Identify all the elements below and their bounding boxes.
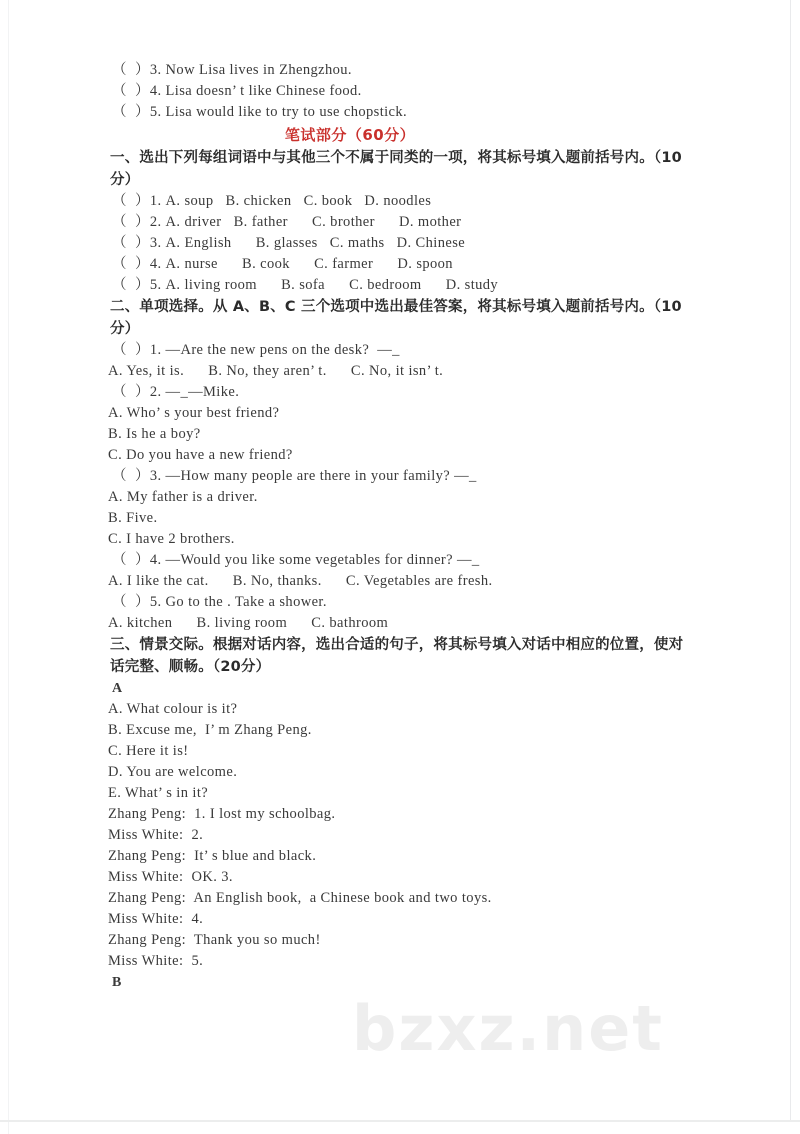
dialogue-line: Miss White: 5.	[108, 953, 204, 969]
group-b-label: B	[112, 975, 122, 990]
dialogue-line: Zhang Peng: 1. I lost my schoolbag.	[108, 806, 336, 822]
dialogue-line: Miss White: OK. 3.	[108, 869, 233, 885]
option-line: A. Yes, it is. B. No, they aren’ t. C. No, it isn’ t.	[108, 363, 444, 379]
section-two-heading: 二、单项选择。从 A、B、C 三个选项中选出最佳答案，将其标号填入题前括号内。（10分）	[110, 299, 682, 337]
section-three-choices	[0, 699, 800, 804]
section-one-heading: 一、选出下列每组词语中与其他三个不属于同类的一项，将其标号填入题前括号内。（10分）	[110, 150, 682, 188]
choice-line: C. Here it is!	[108, 743, 189, 759]
question-item: （ ）2. A. driver B. father C. brother D. mother	[112, 214, 462, 230]
choice-line: D. You are welcome.	[108, 764, 238, 780]
question-stem: （ ）5. Go to the . Take a shower.	[112, 594, 327, 610]
watermark: bzxz.net	[352, 992, 664, 1065]
option-line: C. I have 2 brothers.	[108, 531, 235, 547]
question-item: （ ）5. A. living room B. sofa C. bedroom D. study	[112, 277, 499, 293]
written-part-banner: 笔试部分（60分）	[284, 126, 416, 144]
section-one-items	[0, 191, 800, 296]
section-three-dialogue	[0, 804, 800, 972]
group-a-label: A	[112, 681, 123, 696]
option-line: C. Do you have a new friend?	[108, 447, 293, 463]
dialogue-line: Zhang Peng: Thank you so much!	[108, 932, 321, 948]
question-item: （ ）3. A. English B. glasses C. maths D. Chinese	[112, 235, 466, 251]
option-line: A. Who’ s your best friend?	[108, 405, 280, 421]
option-line: A. I like the cat. B. No, thanks. C. Vegetables are fresh.	[108, 573, 493, 589]
question-item: （ ）4. A. nurse B. cook C. farmer D. spoon	[112, 256, 453, 272]
dialogue-line: Zhang Peng: It’ s blue and black.	[108, 848, 317, 864]
question-stem: （ ）1. —Are the new pens on the desk? —_	[112, 342, 400, 358]
listening-item: （ ）4. Lisa doesn’ t like Chinese food.	[112, 83, 362, 99]
choice-line: E. What’ s in it?	[108, 785, 209, 801]
section-two-lines	[0, 340, 800, 634]
dialogue-line: Miss White: 2.	[108, 827, 204, 843]
option-line: A. My father is a driver.	[108, 489, 258, 505]
listening-item: （ ）5. Lisa would like to try to use chopstick.	[112, 104, 408, 120]
question-item: （ ）1. A. soup B. chicken C. book D. noodles	[112, 193, 432, 209]
listening-tail-block	[0, 60, 800, 123]
section-three-heading: 三、情景交际。根据对话内容，选出合适的句子，将其标号填入对话中相应的位置，使对话完整、顺畅。（20分）	[110, 637, 684, 675]
question-stem: （ ）4. —Would you like some vegetables for dinner? —_	[112, 552, 480, 568]
option-line: A. kitchen B. living room C. bathroom	[108, 615, 389, 631]
dialogue-line: Miss White: 4.	[108, 911, 204, 927]
option-line: B. Is he a boy?	[108, 426, 201, 442]
choice-line: B. Excuse me, I’ m Zhang Peng.	[108, 722, 312, 738]
dialogue-line: Zhang Peng: An English book, a Chinese book and two toys.	[108, 890, 492, 906]
question-stem: （ ）3. —How many people are there in your family? —_	[112, 468, 477, 484]
option-line: B. Five.	[108, 510, 158, 526]
page-edge-bottom	[0, 1120, 800, 1122]
listening-item: （ ）3. Now Lisa lives in Zhengzhou.	[112, 62, 352, 78]
question-stem: （ ）2. —_—Mike.	[112, 384, 240, 400]
choice-line: A. What colour is it?	[108, 701, 238, 717]
